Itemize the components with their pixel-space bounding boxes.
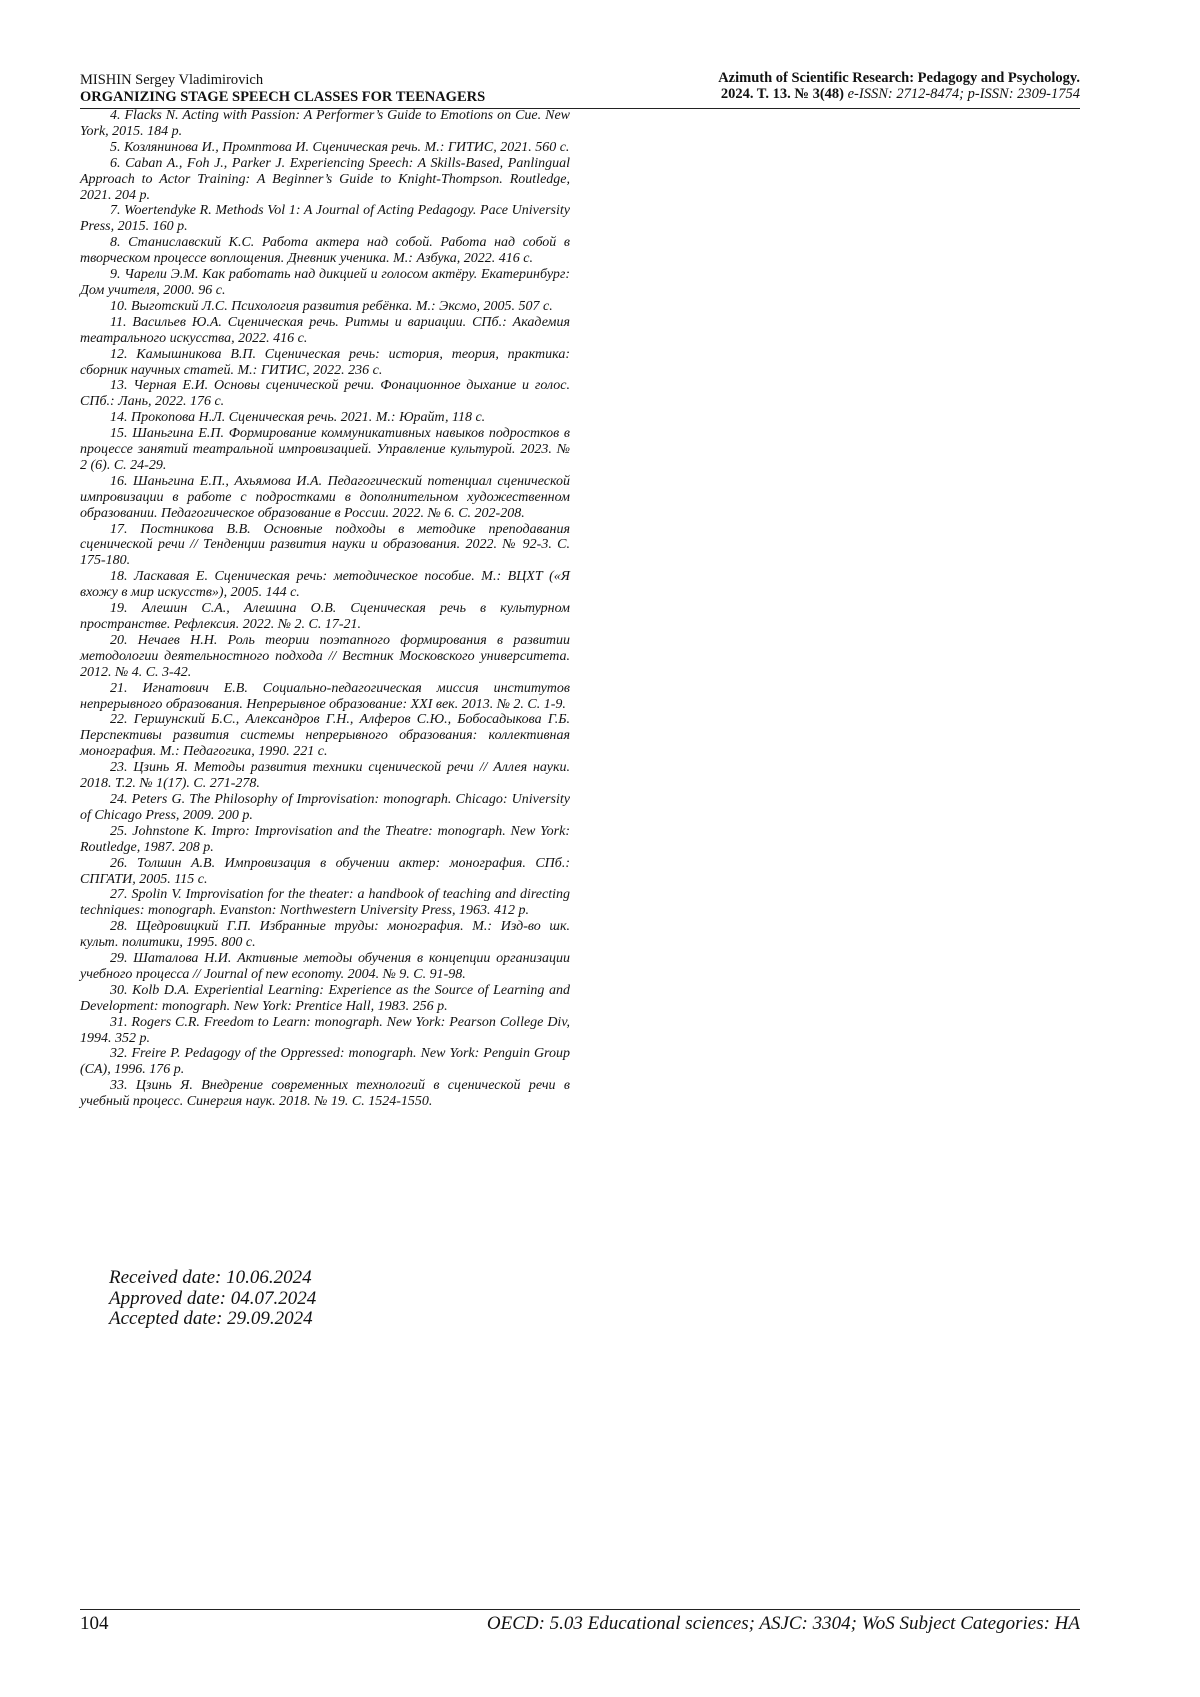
reference-item: 28. Щедровицкий Г.П. Избранные труды: монография. М.: Изд-во шк. культ. политики, 1995. 800 с. bbox=[80, 919, 570, 951]
reference-item: 16. Шаньгина Е.П., Ахьямова И.А. Педагогический потенциал сценической импровизации в работе с подростками в дополнительном художественном образовании. Педагогическое образование в России. 2022. № 6. С. 202-208. bbox=[80, 473, 570, 521]
subject-classification: OECD: 5.03 Educational sciences; ASJC: 3304; WoS Subject Categories: HA bbox=[486, 1613, 1080, 1634]
reference-item: 4. Flacks N. Acting with Passion: A Performer’s Guide to Emotions on Cue. New York, 2015. 184 p. bbox=[80, 108, 570, 139]
header-issn: e-ISSN: 2712-8474; p-ISSN: 2309-1754 bbox=[844, 86, 1080, 102]
header-issue: 2024. T. 13. № 3(48) bbox=[720, 86, 844, 102]
reference-item: 5. Козлянинова И., Промптова И. Сценическая речь. М.: ГИТИС, 2021. 560 с. bbox=[110, 139, 570, 155]
reference-item: 20. Нечаев Н.Н. Роль теории поэтапного формирования в развитии методологии деятельностного подхода // Вестник Московского университета. 2012. № 4. С. 3-42. bbox=[80, 632, 570, 680]
reference-item: 24. Peters G. The Philosophy of Improvisation: monograph. Chicago: University of Chicago Press, 2009. 200 p. bbox=[80, 791, 570, 823]
reference-item: 25. Johnstone K. Impro: Improvisation and the Theatre: monograph. New York: Routledge, 1987. 208 p. bbox=[80, 823, 570, 855]
running-header-left bbox=[80, 72, 600, 106]
page-number: 104 bbox=[80, 1613, 109, 1634]
reference-item: 23. Цзинь Я. Методы развития техники сценической речи // Аллея науки. 2018. Т.2. № 1(17). С. 271-278. bbox=[80, 760, 570, 792]
running-header-right bbox=[672, 70, 1080, 102]
reference-list bbox=[80, 108, 570, 1110]
reference-item: 6. Caban A., Foh J., Parker J. Experiencing Speech: A Skills-Based, Panlingual Approach to Actor Training: A Beginner’s Guide to Knight-Thompson. Routledge, 2021. 204 p. bbox=[80, 155, 570, 203]
reference-item: 12. Камышникова В.П. Сценическая речь: история, теория, практика: сборник научных статей. М.: ГИТИС, 2022. 236 с. bbox=[80, 346, 570, 378]
header-author: MISHIN Sergey Vladimirovich bbox=[80, 72, 264, 88]
reference-item: 13. Черная Е.И. Основы сценической речи. Фонационное дыхание и голос. СПб.: Лань, 2022. 176 с. bbox=[80, 378, 570, 410]
reference-item: 27. Spolin V. Improvisation for the theater: a handbook of teaching and directing techniques: monograph. Evanston: Northwestern University Press, 1963. 412 p. bbox=[80, 887, 570, 919]
reference-item: 31. Rogers C.R. Freedom to Learn: monograph. New York: Pearson College Div, 1994. 352 p. bbox=[80, 1014, 570, 1046]
reference-item: 9. Чарели Э.М. Как работать над дикцией и голосом актёру. Екатеринбург: Дом учителя, 2000. 96 с. bbox=[80, 267, 570, 298]
reference-item: 21. Игнатович Е.В. Социально-педагогическая миссия институтов непрерывного образования. Непрерывное образование: XXI век. 2013. № 2. С. 1-9. bbox=[80, 680, 570, 712]
reference-item: 10. Выготский Л.С. Психология развития ребёнка. М.: Эксмо, 2005. 507 с. bbox=[110, 298, 553, 314]
header-article-title: ORGANIZING STAGE SPEECH CLASSES FOR TEENAGERS bbox=[80, 89, 486, 105]
reference-item: 19. Алешин С.А., Алешина О.В. Сценическая речь в культурном пространстве. Рефлексия. 2022. № 2. С. 17-21. bbox=[80, 601, 570, 632]
header-issue-line bbox=[672, 86, 1080, 102]
reference-item: 22. Гершунский Б.С., Александров Г.Н., Алферов С.Ю., Бобосадыкова Г.Б. Перспективы развития системы непрерывного образования: коллективная монография. М.: Педагогика, 1990. 221 с. bbox=[80, 712, 570, 760]
reference-item: 7. Woertendyke R. Methods Vol 1: A Journal of Acting Pedagogy. Pace University Press, 2015. 160 p. bbox=[80, 203, 570, 235]
reference-item: 30. Kolb D.A. Experiential Learning: Experience as the Source of Learning and Development: monograph. New York: Prentice Hall, 1983. 256 p. bbox=[80, 982, 570, 1014]
reference-item: 29. Шаталова Н.И. Активные методы обучения в концепции организации учебного процесса // Journal of new economy. 2004. № 9. С. 91-98. bbox=[80, 951, 570, 982]
reference-item: 33. Цзинь Я. Внедрение современных технологий в сценической речи в учебный процесс. Синергия наук. 2018. № 19. С. 1524-1550. bbox=[80, 1078, 570, 1110]
reference-item: 8. Станиславский К.С. Работа актера над собой. Работа над собой в творческом процессе воплощения. Дневник ученика. М.: Азбука, 2022. 416 с. bbox=[80, 235, 570, 267]
reference-item: 15. Шаньгина Е.П. Формирование коммуникативных навыков подростков в процессе занятий театральной импровизацией. Управление культурой. 2023. № 2 (6). С. 24-29. bbox=[80, 426, 570, 473]
approved-date: Approved date: 04.07.2024 bbox=[109, 1287, 317, 1309]
reference-item: 26. Толшин А.В. Импровизация в обучении актер: монография. СПб.: СПГАТИ, 2005. 115 с. bbox=[80, 855, 570, 887]
header-journal-name: Azimuth of Scientific Research: Pedagogy and Psychology. bbox=[718, 70, 1080, 86]
reference-item: 32. Freire P. Pedagogy of the Oppressed: monograph. New York: Penguin Group (CA), 1996. 176 p. bbox=[80, 1046, 570, 1078]
article-dates bbox=[109, 1268, 529, 1330]
accepted-date: Accepted date: 29.09.2024 bbox=[109, 1308, 313, 1329]
footer-divider bbox=[80, 1609, 1080, 1610]
received-date: Received date: 10.06.2024 bbox=[109, 1267, 312, 1288]
reference-item: 17. Постникова В.В. Основные подходы в методике преподавания сценической речи // Тенденции развития науки и образования. 2022. № 92-3. С. 175-180. bbox=[80, 521, 570, 569]
reference-item: 11. Васильев Ю.А. Сценическая речь. Ритмы и вариации. СПб.: Академия театрального искусства, 2022. 416 с. bbox=[80, 314, 570, 346]
reference-item: 18. Ласкавая Е. Сценическая речь: методическое пособие. М.: ВЦХТ («Я вхожу в мир искусств»), 2005. 144 с. bbox=[80, 569, 570, 601]
reference-item: 14. Прокопова Н.Л. Сценическая речь. 2021. М.: Юрайт, 118 с. bbox=[110, 410, 486, 426]
